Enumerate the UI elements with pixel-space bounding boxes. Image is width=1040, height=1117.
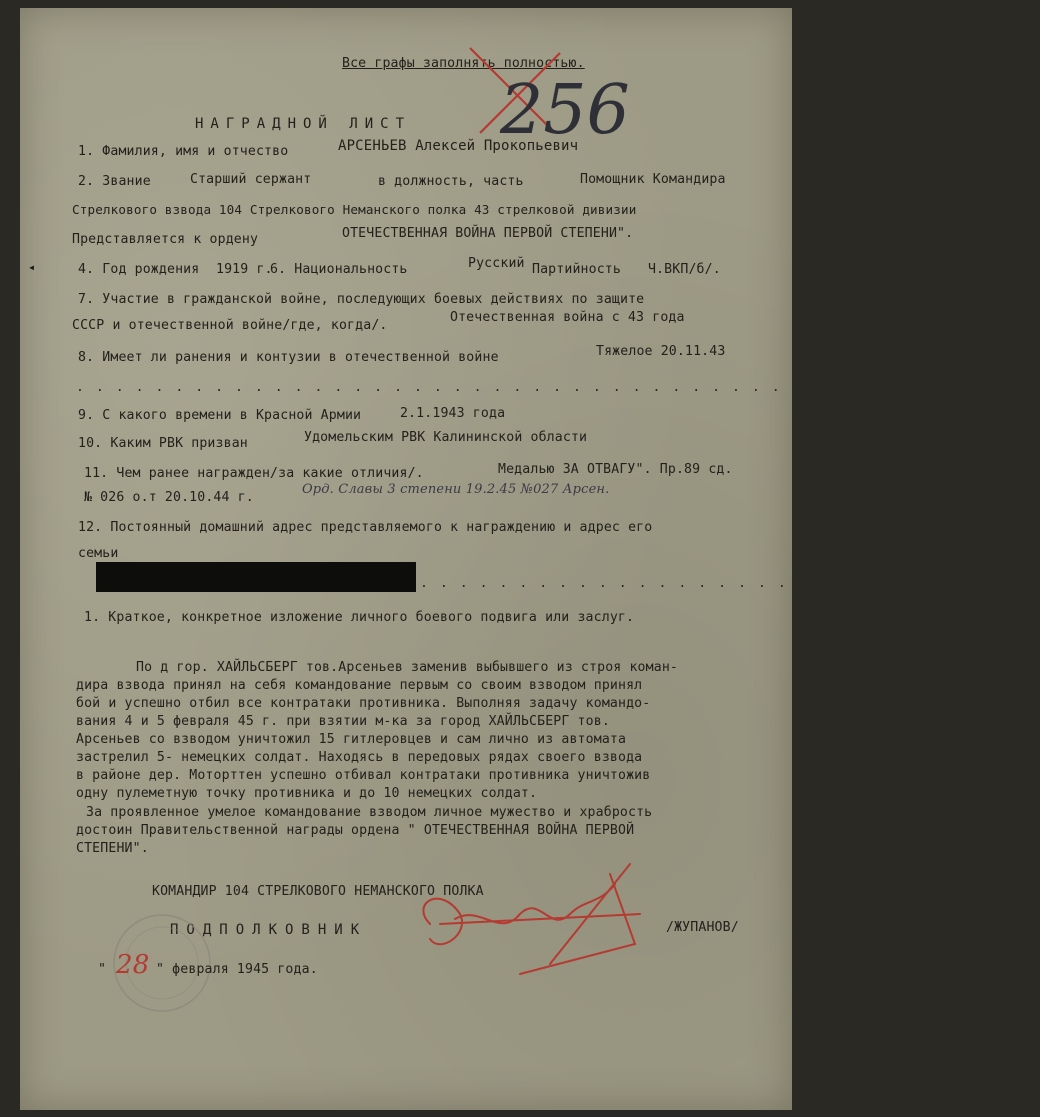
field-1-value: АРСЕНЬЕВ Алексей Прокопьевич	[338, 138, 579, 154]
field-2-position-label: в должность, часть	[378, 174, 524, 189]
award-sheet	[20, 8, 1040, 1110]
date-day-handwritten: 28	[116, 950, 150, 980]
narrative-line: одну пулеметную точку противника и до 10 немецких солдат.	[76, 786, 538, 801]
field-4-label: 4. Год рождения	[78, 262, 200, 277]
narrative-line: вания 4 и 5 февраля 45 г. при взятии м-ка за город ХАЙЛЬСБЕРГ тов.	[76, 714, 610, 729]
narrative-line: дира взвода принял на себя командование первым со своим взводом принял	[76, 678, 643, 693]
narrative-line: бой и успешно отбил все контратаки противника. Выполняя задачу командо-	[76, 696, 651, 711]
redacted-address	[96, 562, 416, 592]
field-7-label-cont: СССР и отечественной войне/где, когда/.	[72, 318, 388, 333]
date-text: " февраля 1945 года.	[156, 962, 318, 977]
page-title: НАГРАДНОЙ ЛИСТ	[195, 116, 412, 132]
field-8-label: 8. Имеет ли ранения и контузии в отечественной войне	[78, 350, 499, 365]
date-open-quote: "	[98, 962, 107, 977]
handwritten-number	[460, 38, 700, 152]
narrative-line: Арсеньев со взводом уничтожил 15 гитлеровцев и сам лично из автомата	[76, 732, 627, 747]
narrative-line: За проявленное умелое командование взводом личное мужество и храбрость	[86, 805, 653, 820]
field-2-label: 2. Звание	[78, 174, 151, 189]
field-order-value: ОТЕЧЕСТВЕННАЯ ВОЙНА ПЕРВОЙ СТЕПЕНИ".	[342, 226, 634, 241]
field-party-label: Партийность	[532, 262, 621, 277]
handwritten-award-note: Орд. Славы 3 степени 19.2.45 №027 Арсен.	[302, 482, 610, 497]
field-10-value: Удомельским РВК Калининской области	[304, 430, 588, 445]
narrative-line: в районе дер. Моторттен успешно отбивал контратаки противника уничтожив	[76, 768, 651, 783]
field-7-value: Отечественная война с 43 года	[450, 310, 685, 325]
narrative-line: СТЕПЕНИ".	[76, 841, 149, 856]
field-12-label-cont: семьи	[78, 546, 119, 561]
dotted-line-2: . . . . . . . . . . . . . . . . . . . . . . . . . .	[420, 576, 927, 591]
field-6-label: 6. Национальность	[270, 262, 408, 277]
field-6-value: Русский	[468, 256, 525, 271]
header-note: Все графы заполнять полностью.	[342, 56, 585, 71]
field-2-value: Старший сержант	[190, 172, 312, 187]
field-12-label: 12. Постоянный домашний адрес представляемого к награждению и адрес его	[78, 520, 653, 535]
narrative-line: застрелил 5- немецких солдат. Находясь в передовых рядах своего взвода	[76, 750, 643, 765]
field-10-label: 10. Каким РВК призван	[78, 436, 248, 451]
commander-rank: ПОДПОЛКОВНИК	[170, 922, 368, 938]
field-7-label: 7. Участие в гражданской войне, последующих боевых действиях по защите	[78, 292, 645, 307]
field-party-value: Ч.ВКП/б/.	[648, 262, 721, 277]
number-text: 256	[500, 71, 630, 150]
field-9-label: 9. С какого времени в Красной Армии	[78, 408, 362, 423]
field-9-value: 2.1.1943 года	[400, 406, 506, 421]
section-heading: 1. Краткое, конкретное изложение личного боевого подвига или заслуг.	[84, 610, 635, 625]
commander-title: КОМАНДИР 104 СТРЕЛКОВОГО НЕМАНСКОГО ПОЛКА	[152, 884, 484, 899]
field-2-position-value: Помощник Командира	[580, 172, 726, 187]
field-unit-line: Стрелкового взвода 104 Стрелкового Неманского полка 43 стрелковой дивизии	[72, 202, 637, 217]
narrative-line: По д гор. ХАЙЛЬСБЕРГ тов.Арсеньев заменив выбывшего из строя коман-	[136, 660, 678, 675]
red-signature	[400, 844, 660, 998]
field-4-value: 1919 г.	[216, 262, 273, 277]
binder-mark: ◂	[28, 260, 36, 274]
commander-name: /ЖУПАНОВ/	[666, 920, 739, 935]
field-11-order-no: № 026 о.т 20.10.44 г.	[84, 490, 254, 505]
field-11-label: 11. Чем ранее награжден/за какие отличия/.	[84, 466, 424, 481]
field-8-value: Тяжелое 20.11.43	[596, 344, 726, 359]
field-order-label: Представляется к ордену	[72, 232, 259, 247]
narrative-line: достоин Правительственной награды ордена " ОТЕЧЕСТВЕННАЯ ВОЙНА ПЕРВОЙ	[76, 823, 635, 838]
dotted-line: . . . . . . . . . . . . . . . . . . . . . . . . . . . . . . . . . . . . . . . . . . . . . . . . .	[76, 380, 1040, 395]
field-11-value: Медалью ЗА ОТВАГУ". Пр.89 сд.	[498, 462, 733, 477]
field-1-label: 1. Фамилия, имя и отчество	[78, 144, 289, 159]
